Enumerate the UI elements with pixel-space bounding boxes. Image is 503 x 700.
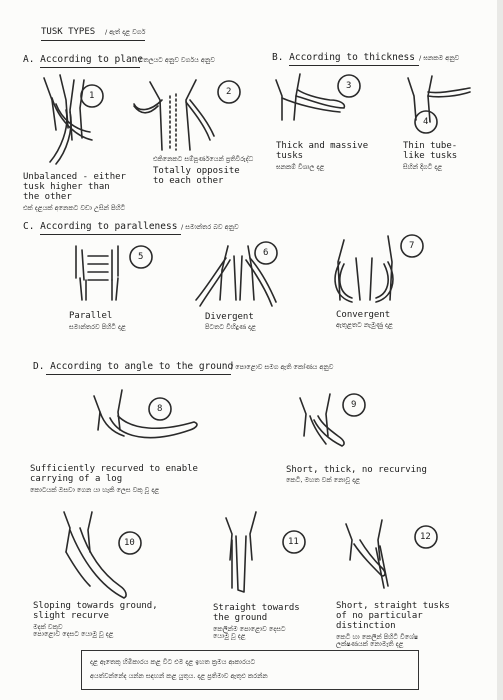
figure-number-10: 10 bbox=[124, 538, 135, 548]
footer-note-line-2: අයත්වන්නේද යන්න සඳහන් කළ යුතුය. දළ ප්‍රතිමාව ඇතුළු කරන්න bbox=[90, 672, 268, 680]
section-b-heading: B. According to thickness bbox=[272, 52, 415, 63]
figure-number-3: 3 bbox=[346, 81, 352, 91]
section-b-heading-sinhala: / ඝනකම අනුව bbox=[419, 54, 460, 62]
section-a-heading-sinhala: / තලයට අනුව වර්ගය අනුව bbox=[139, 56, 215, 64]
caption-12-sinhala: කෙටි හා කෙලින් පිහිටි විශේෂ ලක්ෂණයක් නොමැති දළ bbox=[336, 633, 419, 648]
caption-11: Straight towards the ground bbox=[213, 603, 300, 623]
caption-9-sinhala: කෙටි, මහත වක් නොවූ දළ bbox=[286, 476, 361, 484]
caption-6-sinhala: පිටතට විහිදුණ දළ bbox=[205, 323, 256, 331]
caption-7-sinhala: ඇතුළතට නැමුණු දළ bbox=[336, 321, 393, 329]
caption-7: Convergent bbox=[336, 310, 391, 320]
tusk-drawing-12 bbox=[346, 520, 437, 588]
figure-number-1: 1 bbox=[89, 91, 95, 101]
caption-5: Parallel bbox=[69, 311, 113, 321]
section-d-heading-sinhala: / පොළොව සමග ඇති කෝණය අනුව bbox=[231, 363, 334, 371]
section-a-heading: A. According to plane bbox=[23, 54, 144, 65]
section-d-heading: D. According to angle to the ground bbox=[33, 361, 234, 372]
figure-number-11: 11 bbox=[288, 537, 299, 547]
caption-8-sinhala: කොටයක් ඔසවා ගෙන යා හැකි ලෙස වකු වූ දළ bbox=[30, 486, 160, 494]
figure-number-7: 7 bbox=[409, 241, 415, 251]
caption-2-sinhala: එකිනෙකට සම්පූර්ණයෙන් ප්‍රතිවිරුද්ධ bbox=[153, 155, 254, 163]
caption-10-sinhala: මදක් වකුව පොළොව දෙසට යොමු වූ දළ bbox=[33, 623, 114, 638]
figure-number-2: 2 bbox=[226, 87, 232, 97]
footer-note-line-1: දළ ඇතෙකු හිමිකාරය කළ විට එම දළ ඉහත ක්‍රමය ආකාරයට bbox=[90, 658, 256, 666]
page-title: TUSK TYPES bbox=[41, 27, 96, 37]
figure-number-5: 5 bbox=[138, 252, 144, 262]
caption-2: Totally opposite to each other bbox=[153, 166, 240, 186]
caption-3: Thick and massive tusks bbox=[276, 141, 369, 161]
figure-number-12: 12 bbox=[420, 532, 431, 542]
tusk-drawing-4 bbox=[408, 76, 470, 133]
section-c-heading: C. According to paralleness bbox=[23, 221, 178, 232]
figure-number-4: 4 bbox=[423, 117, 429, 127]
caption-11-sinhala: කෙලින්ම පොළොව දෙසට යොමු වූ දළ bbox=[213, 625, 286, 640]
tusk-drawing-8 bbox=[94, 390, 197, 438]
caption-5-sinhala: සමාන්තරව පිහිටි දළ bbox=[69, 323, 126, 331]
page-title-sinhala: / ඇත් දළ වර්ග bbox=[105, 28, 146, 36]
caption-9: Short, thick, no recurving bbox=[286, 465, 427, 475]
figure-number-9: 9 bbox=[351, 400, 357, 410]
tusk-drawing-2 bbox=[134, 80, 240, 150]
footer-note-box bbox=[81, 650, 419, 690]
caption-12: Short, straight tusks of no particular distinction bbox=[336, 601, 450, 631]
figure-number-6: 6 bbox=[263, 248, 269, 258]
caption-4: Thin tube- like tusks bbox=[403, 141, 458, 161]
caption-6: Divergent bbox=[205, 312, 254, 322]
tusk-drawing-1 bbox=[44, 75, 103, 164]
tusk-drawing-10 bbox=[64, 512, 141, 598]
caption-3-sinhala: ඝනකම් විශාල දළ bbox=[276, 163, 325, 171]
caption-8: Sufficiently recurved to enable carrying of a log bbox=[30, 464, 198, 484]
caption-10: Sloping towards ground, slight recurve bbox=[33, 601, 158, 621]
section-c-heading-sinhala: / සමාන්තර බව අනුව bbox=[181, 223, 239, 231]
caption-4-sinhala: සිහින් දිගටි දළ bbox=[403, 163, 443, 171]
figure-number-8: 8 bbox=[157, 404, 163, 414]
caption-1-sinhala: එක් දළයක් අනෙකට වඩා උසින් පිහිටි bbox=[23, 204, 126, 212]
tusk-drawing-11 bbox=[226, 512, 305, 592]
caption-1: Unbalanced - either tusk higher than the other bbox=[23, 172, 126, 202]
